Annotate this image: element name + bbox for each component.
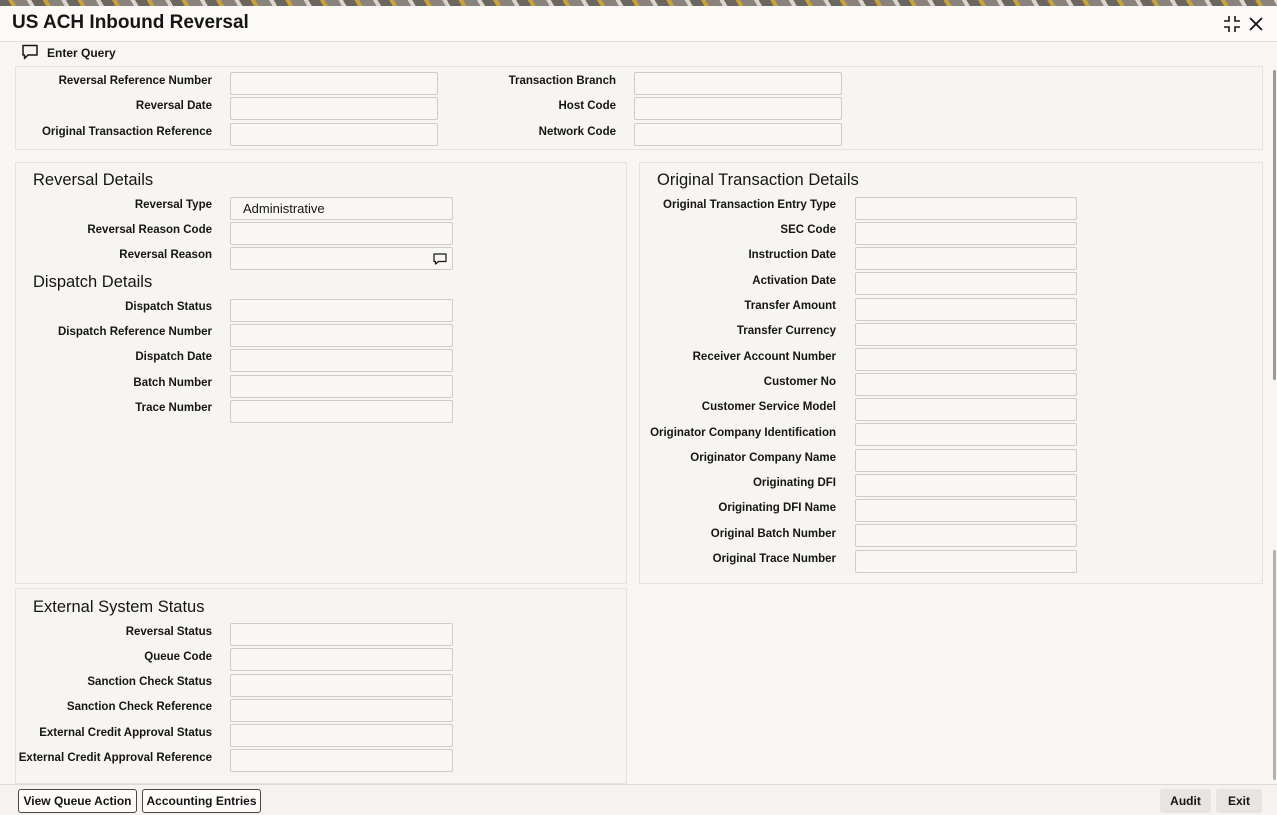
host-code-label: Host Code [558, 100, 616, 112]
originating-dfi-name-label: Originating DFI Name [718, 502, 836, 514]
transaction-branch-input[interactable] [634, 72, 842, 95]
collapse-arrows-icon [1223, 15, 1241, 33]
sanction-check-reference-label: Sanction Check Reference [66, 701, 212, 713]
batch-number-label: Batch Number [133, 377, 212, 389]
sec-code-label: SEC Code [780, 224, 836, 236]
originating-dfi-input[interactable] [855, 474, 1077, 497]
comment-icon[interactable] [433, 253, 447, 265]
vertical-scrollbar-lower[interactable] [1273, 550, 1276, 780]
original-batch-number-input[interactable] [855, 524, 1077, 547]
originator-company-name-label: Originator Company Name [690, 452, 836, 464]
exit-button[interactable]: Exit [1216, 789, 1262, 813]
customer-no-label: Customer No [763, 376, 836, 388]
dispatch-status-label: Dispatch Status [125, 301, 212, 313]
original-transaction-entry-type-label: Original Transaction Entry Type [663, 199, 836, 211]
window-title: US ACH Inbound Reversal [12, 12, 249, 33]
receiver-account-number-input[interactable] [855, 348, 1077, 371]
activation-date-input[interactable] [855, 272, 1077, 295]
transfer-amount-label: Transfer Amount [744, 300, 836, 312]
dispatch-reference-number-label: Dispatch Reference Number [57, 326, 212, 338]
dispatch-status-input[interactable] [230, 299, 453, 322]
reversal-status-input[interactable] [230, 623, 453, 646]
sanction-check-status-label: Sanction Check Status [87, 676, 212, 688]
reversal-details-title: Reversal Details [33, 171, 154, 189]
accounting-entries-button[interactable]: Accounting Entries [142, 789, 261, 813]
reversal-reason-label: Reversal Reason [119, 249, 212, 261]
queue-code-input[interactable] [230, 648, 453, 671]
transfer-currency-input[interactable] [855, 323, 1077, 346]
vertical-scrollbar[interactable] [1273, 70, 1276, 380]
batch-number-input[interactable] [230, 375, 453, 398]
original-transaction-reference-label: Original Transaction Reference [41, 126, 212, 138]
customer-service-model-label: Customer Service Model [701, 401, 836, 413]
close-icon [1249, 17, 1263, 31]
original-batch-number-label: Original Batch Number [710, 528, 836, 540]
network-code-input[interactable] [634, 123, 842, 146]
originating-dfi-label: Originating DFI [752, 477, 836, 489]
originator-company-name-input[interactable] [855, 449, 1077, 472]
trace-number-input[interactable] [230, 400, 453, 423]
customer-service-model-input[interactable] [855, 398, 1077, 421]
receiver-account-number-label: Receiver Account Number [692, 351, 836, 363]
originating-dfi-name-input[interactable] [855, 499, 1077, 522]
transaction-branch-label: Transaction Branch [508, 75, 616, 87]
instruction-date-input[interactable] [855, 247, 1077, 270]
reversal-reference-number-label: Reversal Reference Number [58, 75, 212, 87]
original-trace-number-input[interactable] [855, 550, 1077, 573]
minimize-window-button[interactable] [1222, 14, 1242, 34]
queue-code-label: Queue Code [144, 651, 212, 663]
close-window-button[interactable] [1246, 14, 1266, 34]
enter-query-button[interactable]: Enter Query [47, 46, 116, 60]
original-transaction-entry-type-input[interactable] [855, 197, 1077, 220]
external-credit-approval-reference-input[interactable] [230, 749, 453, 772]
trace-number-label: Trace Number [135, 402, 212, 414]
reversal-type-field[interactable]: Administrative [230, 197, 453, 220]
originator-company-identification-input[interactable] [855, 423, 1077, 446]
instruction-date-label: Instruction Date [748, 249, 836, 261]
dispatch-date-label: Dispatch Date [135, 351, 212, 363]
external-credit-approval-status-label: External Credit Approval Status [39, 727, 212, 739]
sec-code-input[interactable] [855, 222, 1077, 245]
external-system-status-title: External System Status [33, 598, 205, 616]
reversal-reason-input[interactable] [230, 247, 453, 270]
original-transaction-details-title: Original Transaction Details [657, 171, 859, 189]
audit-button[interactable]: Audit [1160, 789, 1211, 813]
reversal-reference-number-input[interactable] [230, 72, 438, 95]
host-code-input[interactable] [634, 97, 842, 120]
reversal-type-label: Reversal Type [134, 199, 212, 211]
dispatch-details-title: Dispatch Details [33, 273, 153, 291]
transfer-currency-label: Transfer Currency [736, 325, 836, 337]
reversal-date-input[interactable] [230, 97, 438, 120]
footer-bar [0, 784, 1277, 815]
originator-company-identification-label: Originator Company Identification [650, 427, 836, 439]
external-credit-approval-reference-label: External Credit Approval Reference [18, 752, 212, 764]
sanction-check-status-input[interactable] [230, 674, 453, 697]
view-queue-action-button[interactable]: View Queue Action [18, 789, 137, 813]
reversal-reason-code-label: Reversal Reason Code [87, 224, 212, 236]
dispatch-reference-number-input[interactable] [230, 324, 453, 347]
reversal-date-label: Reversal Date [135, 100, 212, 112]
reversal-reason-code-input[interactable] [230, 222, 453, 245]
original-trace-number-label: Original Trace Number [712, 553, 836, 565]
network-code-label: Network Code [538, 126, 616, 138]
customer-no-input[interactable] [855, 373, 1077, 396]
transfer-amount-input[interactable] [855, 298, 1077, 321]
dispatch-date-input[interactable] [230, 349, 453, 372]
comment-icon[interactable] [21, 44, 39, 60]
external-credit-approval-status-input[interactable] [230, 724, 453, 747]
activation-date-label: Activation Date [752, 275, 836, 287]
sanction-check-reference-input[interactable] [230, 699, 453, 722]
original-transaction-reference-input[interactable] [230, 123, 438, 146]
reversal-status-label: Reversal Status [125, 626, 212, 638]
title-bar [0, 6, 1277, 42]
toolbar [0, 42, 1277, 66]
